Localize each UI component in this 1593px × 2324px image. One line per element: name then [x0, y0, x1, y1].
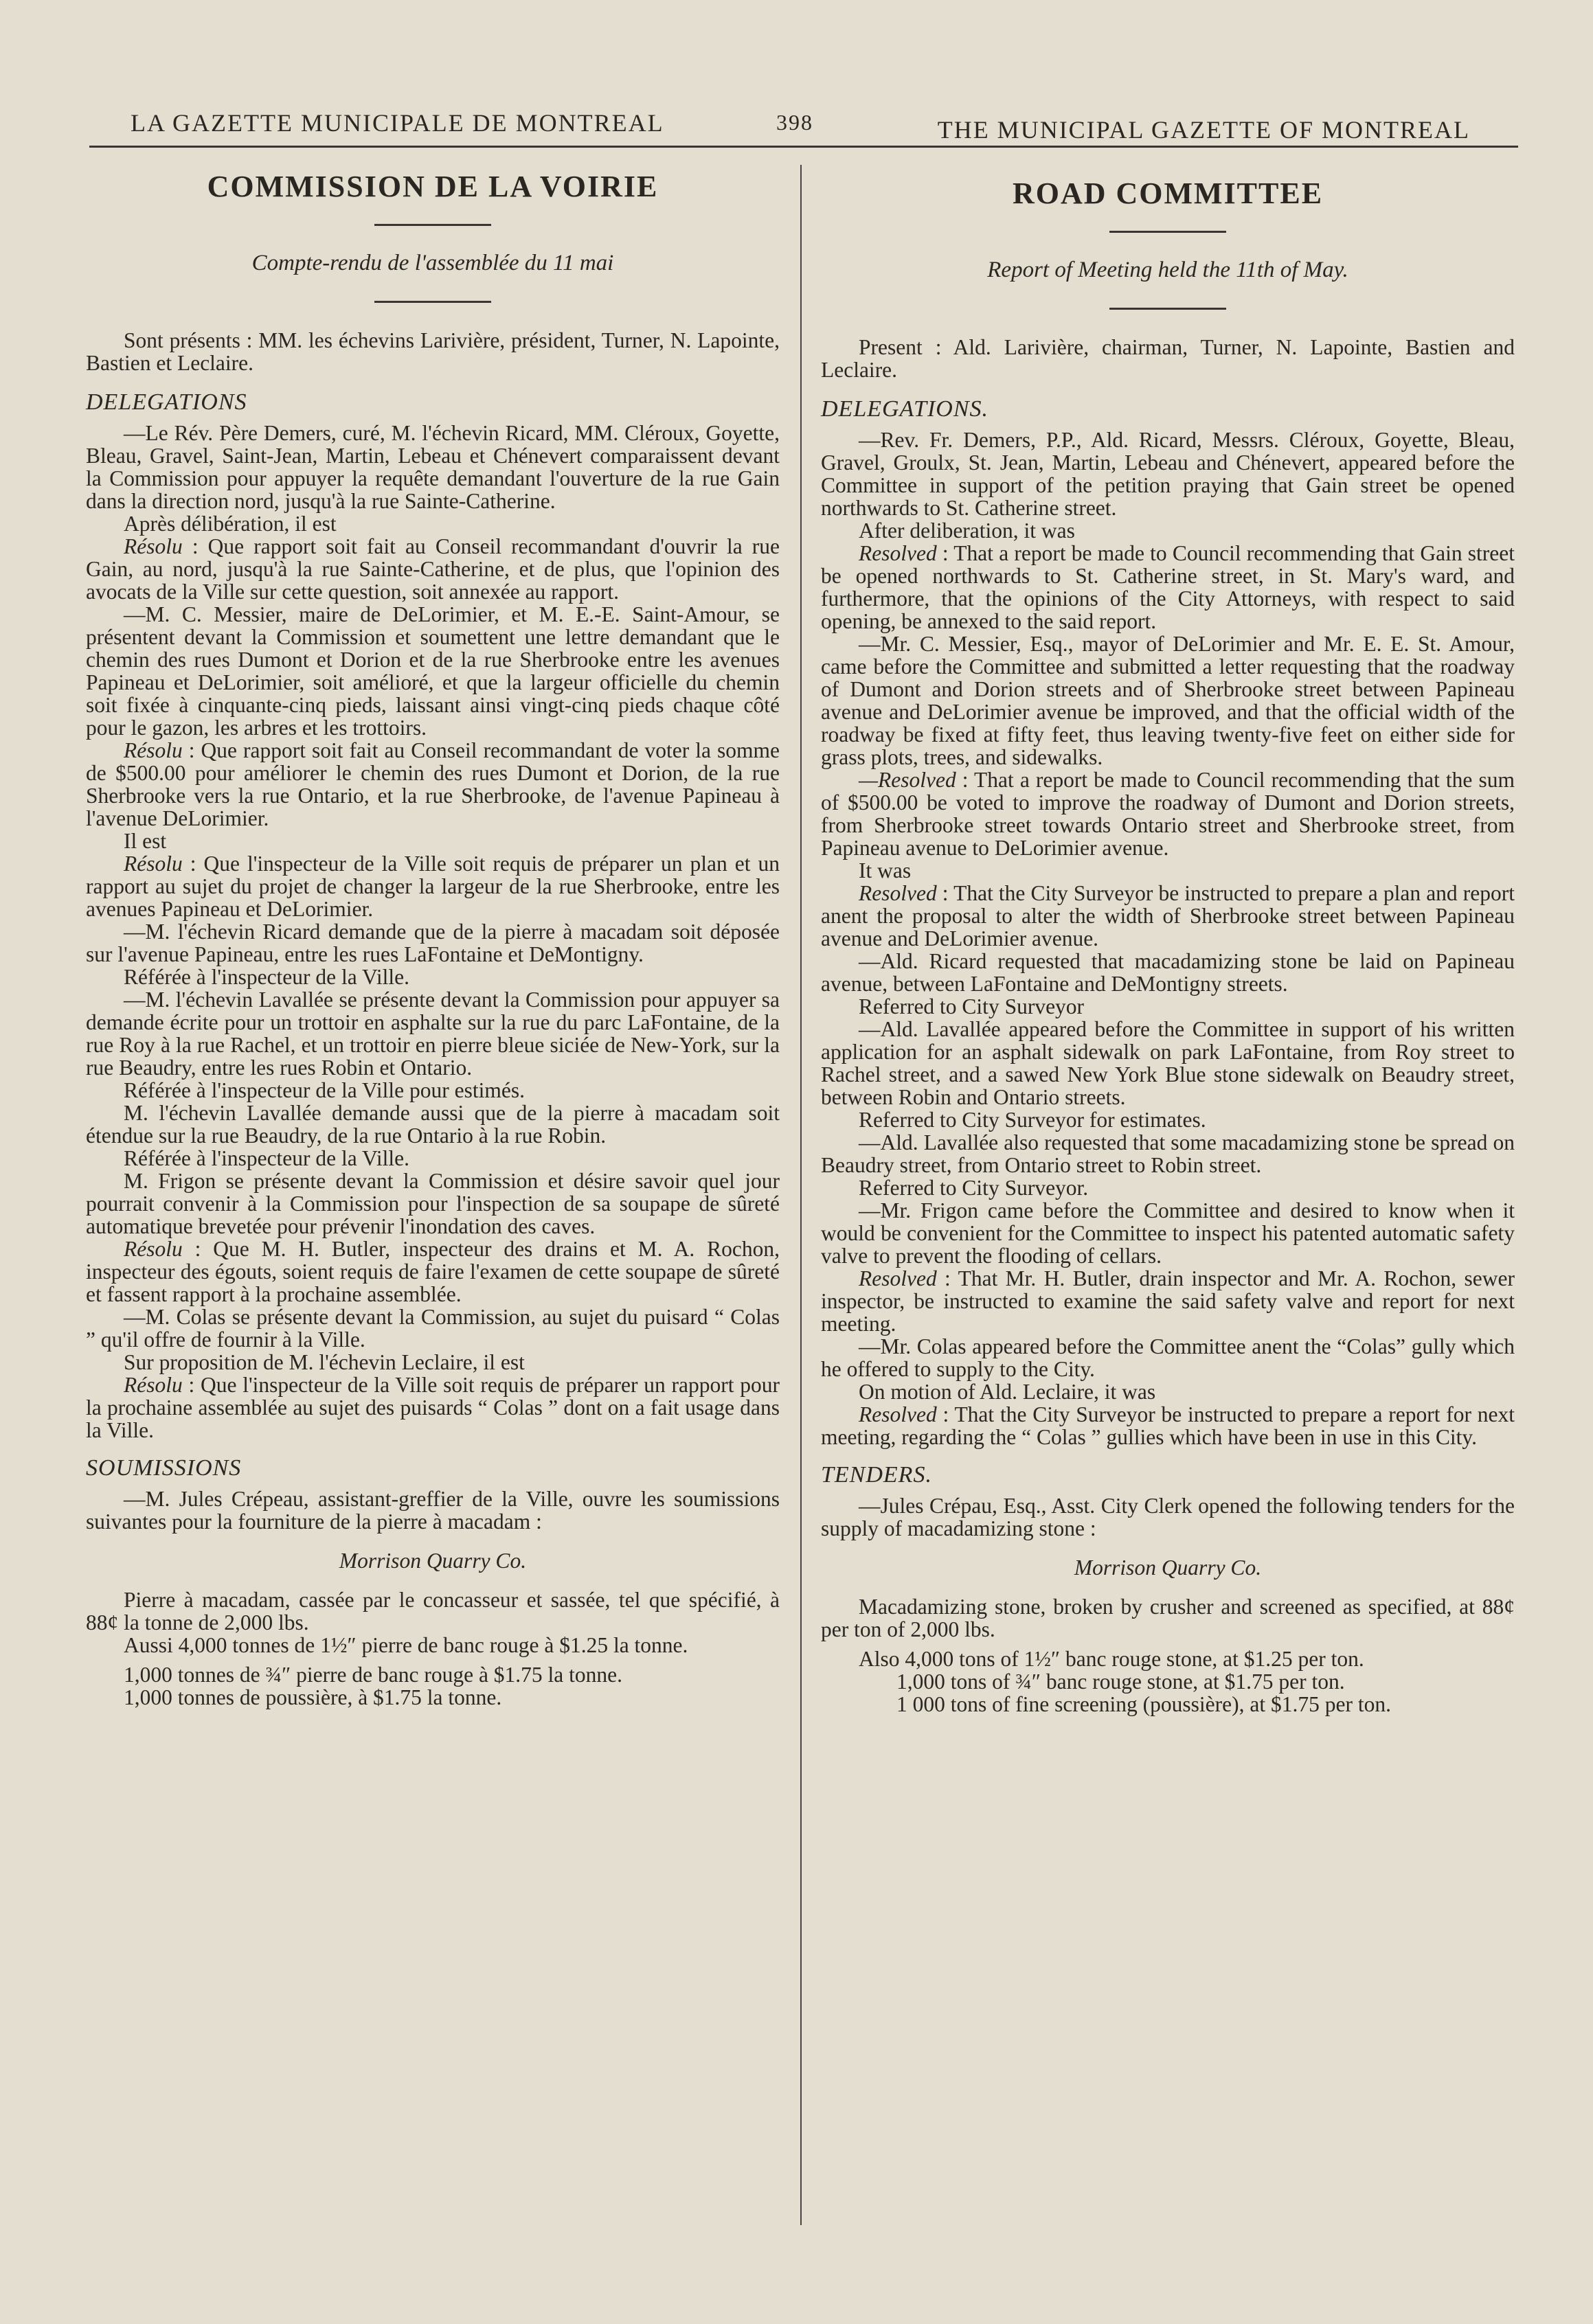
resolution-text: : Que rapport soit fait au Conseil recommandant d'ouvrir la rue Gain, au nord, jusqu'à la rue Sainte-Catherine, et de plus, que l'opinion des avocats de la Ville sur cette question, soit annexée au rapport. [86, 534, 780, 604]
resolution-paragraph [86, 1238, 780, 1306]
paragraph: —M. Jules Crépeau, assistant-greffier de la Ville, ouvre les soumissions suivantes pour la fourniture de la pierre à macadam : [86, 1487, 780, 1534]
paragraph: After deliberation, it was [859, 519, 1075, 543]
section-title-en: ROAD COMMITTEE [1012, 176, 1324, 210]
french-column [86, 161, 780, 1709]
company-name-en: Morrison Quarry Co. [1074, 1556, 1262, 1580]
section-title-fr: COMMISSION DE LA VOIRIE [207, 170, 659, 203]
attendance-en: Present : Ald. Larivière, chairman, Turner, N. Lapointe, Bastien and Leclaire. [821, 335, 1515, 382]
header-rule [89, 146, 1518, 148]
paragraph: Référée à l'inspecteur de la Ville pour estimés. [124, 1078, 525, 1102]
resolution-paragraph [821, 882, 1515, 950]
paragraph: On motion of Ald. Leclaire, it was [859, 1380, 1156, 1404]
tender-line: 1,000 tonnes de ¾″ pierre de banc rouge à $1.75 la tonne. [124, 1663, 623, 1687]
tenders-heading: TENDERS. [821, 1462, 932, 1488]
paragraph: M. Frigon se présente devant la Commission et désire savoir quel jour pourrait convenir à la Commission pour l'inspection de sa soupape de sûreté automatique brevetée pour prévenir l'inondation des caves. [86, 1169, 780, 1238]
resolution-text: : That the City Surveyor be instructed to prepare a plan and report anent the proposal to alter the width of Sherbrooke street between Papineau avenue and DeLorimier avenue. [821, 881, 1515, 950]
paragraph: —Ald. Lavallée also requested that some macadamizing stone be spread on Beaudry street, from Ontario street to Robin street. [821, 1130, 1515, 1177]
paragraph: —Mr. Colas appeared before the Committee anent the “Colas” gully which he offered to supply to the City. [821, 1334, 1515, 1381]
paragraph: Après délibération, il est [124, 512, 337, 536]
running-header [131, 96, 1470, 144]
paragraph: —Ald. Ricard requested that macadamizing stone be laid on Papineau avenue, between LaFontaine and DeMontigny streets. [821, 949, 1515, 996]
title-rule [1109, 231, 1226, 233]
tender-line: 1 000 tons of fine screening (poussière), at $1.75 per ton. [896, 1692, 1391, 1716]
resolution-label: Resolved [859, 1402, 937, 1426]
resolution-text: : Que M. H. Butler, inspecteur des drains et M. A. Rochon, inspecteur des égouts, soient requis de faire l'examen de cette soupape de sûreté et fassent rapport à la prochaine assemblée. [86, 1237, 780, 1306]
paragraph: —M. l'échevin Ricard demande que de la pierre à macadam soit déposée sur l'avenue Papineau, entre les rues LaFontaine et DeMontigny. [86, 920, 780, 966]
tender-line: 1,000 tonnes de poussière, à $1.75 la tonne. [124, 1685, 502, 1709]
english-column [821, 161, 1515, 1716]
tender-line: Aussi 4,000 tonnes de 1½″ pierre de banc rouge à $1.25 la tonne. [124, 1633, 688, 1657]
resolution-text: : That the City Surveyor be instructed to prepare a report for next meeting, regarding the “ Colas ” gullies which have been in use in this City. [821, 1402, 1515, 1449]
paragraph: Référée à l'inspecteur de la Ville. [124, 965, 410, 989]
resolution-text: : Que l'inspecteur de la Ville soit requis de préparer un rapport pour la prochaine assemblée au sujet des puisards “ Colas ” dont on a fait usage dans la Ville. [86, 1373, 780, 1442]
subtitle-rule [1109, 308, 1226, 310]
resolution-label: Resolved [859, 541, 937, 565]
paragraph: —M. Colas se présente devant la Commission, au sujet du puisard “ Colas ” qu'il offre de fournir à la Ville. [86, 1305, 780, 1352]
paragraph: It was [859, 858, 912, 882]
resolution-paragraph [821, 1403, 1515, 1448]
tender-line: Pierre à macadam, cassée par le concasseur et sassée, tel que spécifié, à 88¢ la tonne de 2,000 lbs. [86, 1588, 780, 1634]
resolution-label: Resolved [859, 881, 937, 905]
resolution-paragraph [86, 852, 780, 920]
resolution-label: Résolu [124, 1237, 183, 1261]
subtitle-rule [374, 301, 491, 303]
paragraph: —Ald. Lavallée appeared before the Committee in support of his written application for an asphalt sidewalk on park LaFontaine, from Roy street to Rachel street, and a sawed New York Blue stone sidewalk on Beaudry street, between Robin and Ontario streets. [821, 1017, 1515, 1109]
resolution-label: Résolu [124, 1373, 183, 1397]
resolution-label: Résolu [124, 738, 183, 762]
meeting-subtitle-en: Report of Meeting held the 11th of May. [987, 258, 1348, 282]
resolution-paragraph [86, 535, 780, 603]
resolution-paragraph [86, 739, 780, 830]
resolution-paragraph [821, 1267, 1515, 1335]
paragraph: Sur proposition de M. l'échevin Leclaire, il est [124, 1350, 525, 1374]
delegations-heading-en: DELEGATIONS. [821, 396, 989, 422]
resolution-text: : That Mr. H. Butler, drain inspector and Mr. A. Rochon, sewer inspector, be instructed to examine the said safety valve and report for next meeting. [821, 1266, 1515, 1336]
paragraph: —Jules Crépau, Esq., Asst. City Clerk opened the following tenders for the supply of macadamizing stone : [821, 1494, 1515, 1540]
resolution-text: : That a report be made to Council recommending that the sum of $500.00 be voted to improve the roadway of Dumont and Dorion streets, from Sherbrooke street towards Ontario street and Sherbrooke street, from Papineau avenue to DeLorimier avenue. [821, 768, 1515, 860]
paragraph: Referred to City Surveyor [859, 994, 1085, 1018]
resolution-paragraph [821, 768, 1515, 859]
paragraph: —Le Rév. Père Demers, curé, M. l'échevin Ricard, MM. Cléroux, Goyette, Bleau, Gravel, Saint-Jean, Martin, Lebeau et Chénevert comparaissent devant la Commission pour appuyer la requête demandant l'ouverture de la rue Gain dans la direction nord, jusqu'à la rue Sainte-Catherine. [86, 421, 780, 513]
page-number: 398 [776, 110, 813, 135]
paragraph: —Mr. C. Messier, Esq., mayor of DeLorimier and Mr. E. E. St. Amour, came before the Committee and submitted a letter requesting that the roadway of Dumont and Dorion streets and of Sherbrooke street between Papineau avenue and DeLorimier avenue be improved, and that the official width of the roadway be fixed at fifty feet, thus leaving twenty-five feet on either side for grass plots, trees, and sidewalks. [821, 632, 1515, 769]
paragraph: —Mr. Frigon came before the Committee and desired to know when it would be convenient for the Committee to inspect his patented automatic safety valve to prevent the flooding of cellars. [821, 1198, 1515, 1268]
paragraph: Référée à l'inspecteur de la Ville. [124, 1146, 410, 1170]
paragraph: M. l'échevin Lavallée demande aussi que de la pierre à macadam soit étendue sur la rue Beaudry, de la rue Ontario à la rue Robin. [86, 1101, 780, 1148]
paragraph: Il est [124, 829, 167, 853]
tender-line: Also 4,000 tons of 1½″ banc rouge stone, at $1.25 per ton. [859, 1647, 1364, 1671]
header-title-en: THE MUNICIPAL GAZETTE OF MONTREAL [937, 116, 1470, 144]
resolution-paragraph [86, 1374, 780, 1442]
resolution-label: Resolved [859, 1266, 937, 1290]
paragraph: Referred to City Surveyor for estimates. [859, 1108, 1206, 1132]
soumissions-heading: SOUMISSIONS [86, 1455, 242, 1481]
paragraph: Referred to City Surveyor. [859, 1176, 1089, 1200]
company-name-fr: Morrison Quarry Co. [339, 1549, 527, 1573]
column-divider [800, 165, 802, 2225]
resolution-label: Résolu [124, 534, 183, 558]
title-rule [374, 224, 491, 226]
header-title-fr: LA GAZETTE MUNICIPALE DE MONTREAL [131, 109, 664, 137]
meeting-subtitle-fr: Compte-rendu de l'assemblée du 11 mai [251, 251, 614, 275]
resolution-paragraph [821, 542, 1515, 633]
paragraph: —M. l'échevin Lavallée se présente devant la Commission pour appuyer sa demande écrite pour un trottoir en asphalte sur la rue du parc LaFontaine, de la rue Roy à la rue Rachel, et un trottoir en pierre bleue siciée de New-York, sur la rue Beaudry, entre les rues Robin et Ontario. [86, 988, 780, 1080]
paragraph: —Rev. Fr. Demers, P.P., Ald. Ricard, Messrs. Cléroux, Goyette, Bleau, Gravel, Groulx, St. Jean, Martin, Lebeau and Chénevert, appeared before the Committee in support of the petition praying that Gain street be opened northwards to St. Catherine street. [821, 428, 1515, 520]
resolution-text: : That a report be made to Council recommending that Gain street be opened northwards to St. Catherine street, in St. Mary's ward, and furthermore, that the opinions of the City Attorneys, with respect to said opening, be annexed to the said report. [821, 541, 1515, 633]
attendance-fr: Sont présents : MM. les échevins Larivière, président, Turner, N. Lapointe, Bastien et Leclaire. [86, 328, 780, 375]
paragraph: —M. C. Messier, maire de DeLorimier, et M. E.-E. Saint-Amour, se présentent devant la Commission et soumettent une lettre demandant que le chemin des rues Dumont et Dorion et de la rue Sherbrooke entre les avenues Papineau et DeLorimier, soit amélioré, et que la largeur officielle du chemin soit fixée à cinquante-cinq pieds, laissant ainsi vingt-cinq pieds chaque côté pour le gazon, les arbres et les trottoirs. [86, 602, 780, 740]
tender-line: 1,000 tons of ¾″ banc rouge stone, at $1.75 per ton. [896, 1670, 1345, 1694]
resolution-label: —Resolved [859, 768, 956, 792]
resolution-text: : Que l'inspecteur de la Ville soit requis de préparer un plan et un rapport au sujet du projet de changer la largeur de la rue Sherbrooke, entre les avenues Papineau et DeLorimier. [86, 852, 780, 921]
delegations-heading-fr: DELEGATIONS [86, 389, 247, 415]
tender-line: Macadamizing stone, broken by crusher and screened as specified, at 88¢ per ton of 2,000 lbs. [821, 1595, 1515, 1641]
resolution-text: : Que rapport soit fait au Conseil recommandant de voter la somme de $500.00 pour améliorer le chemin des rues Dumont et Dorion, de la rue Sherbrooke vers la rue Ontario, et la rue Sherbrooke, de l'avenue Papineau à l'avenue DeLorimier. [86, 738, 780, 830]
resolution-label: Résolu [124, 852, 183, 876]
